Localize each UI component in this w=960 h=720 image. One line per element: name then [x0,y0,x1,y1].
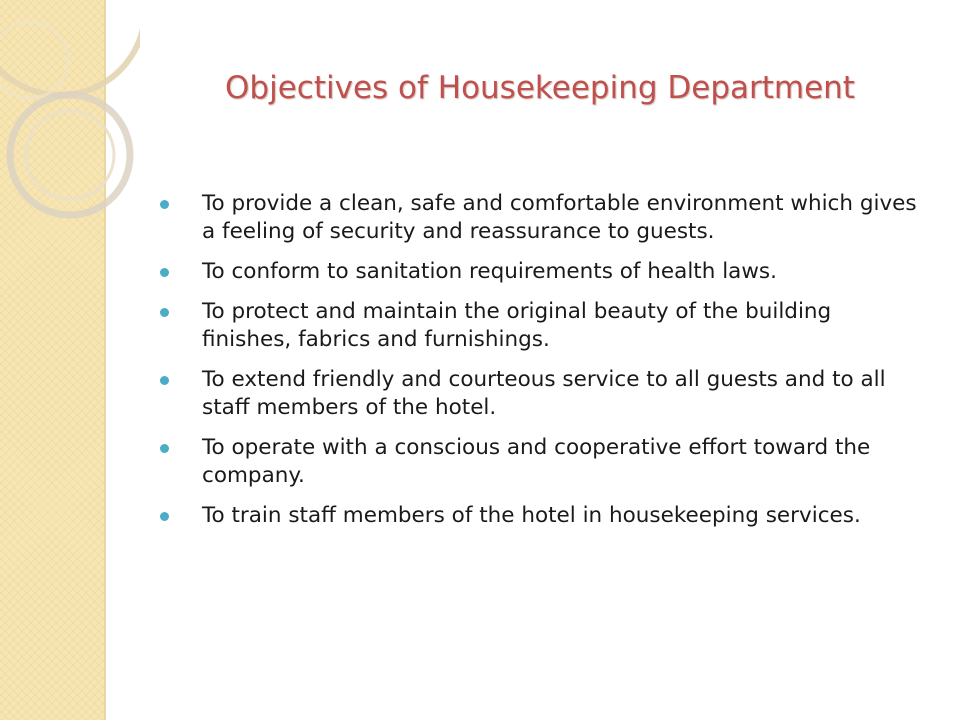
bullet-icon [160,268,169,277]
list-item [160,258,920,286]
slide-title: Objectives of Housekeeping Department [225,70,855,106]
list-item [160,190,920,246]
list-item-text: To conform to sanitation requirements of health laws. [202,259,777,284]
bullet-icon [160,444,169,453]
bullet-icon [160,376,169,385]
list-item-text: To protect and maintain the original beauty of the building finishes, fabrics and furnishings. [202,299,832,352]
bullet-icon [160,308,169,317]
list-item [160,298,920,354]
list-item-text: To provide a clean, safe and comfortable environment which gives a feeling of security and reassurance to guests. [202,191,917,244]
objectives-list [160,190,920,542]
list-item [160,434,920,490]
bullet-icon [160,512,169,521]
list-item-text: To train staff members of the hotel in housekeeping services. [202,503,861,528]
list-item [160,502,920,530]
list-item-text: To operate with a conscious and cooperative effort toward the company. [202,435,871,488]
list-item-text: To extend friendly and courteous service to all guests and to all staff members of the hotel. [202,367,886,420]
list-item [160,366,920,422]
bullet-icon [160,200,169,209]
decorative-circles-icon [0,0,140,260]
